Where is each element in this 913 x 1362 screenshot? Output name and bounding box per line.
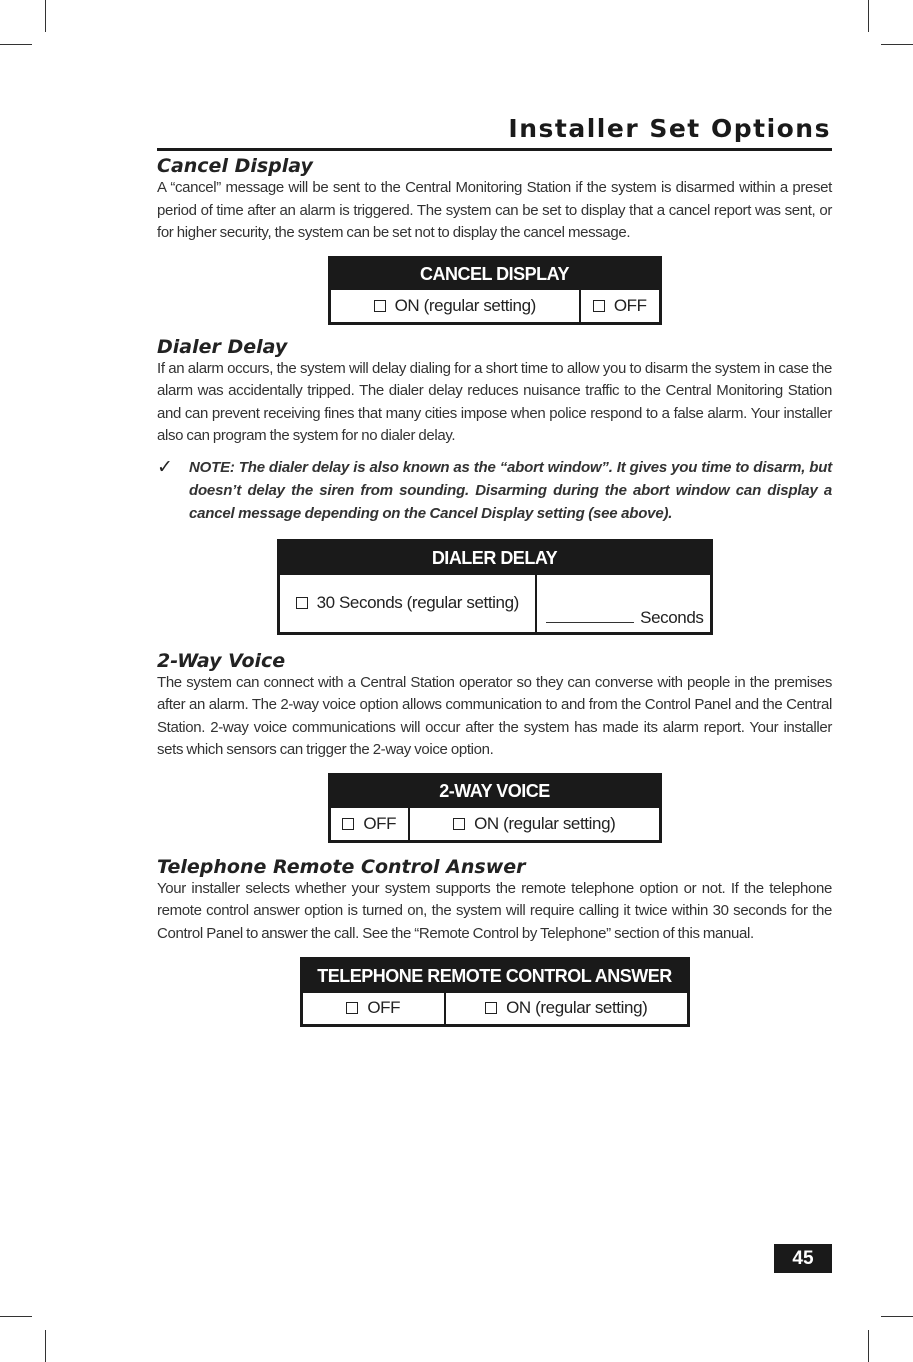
checkbox-icon[interactable] <box>296 597 308 609</box>
dialer-delay-section <box>157 336 832 635</box>
option-cell[interactable] <box>580 290 660 323</box>
telephone-remote-section <box>157 856 832 1028</box>
option-cell[interactable] <box>409 808 660 841</box>
page-header-title: Installer Set Options <box>508 114 831 143</box>
checkbox-icon[interactable] <box>342 818 354 830</box>
section-body: Your installer selects whether your system supports the remote telephone option or not. If the telephone remote control answer option is turned on, the system will require calling it twice within 30 seconds for the Control Panel to answer the call. See the “Remote Control by Telephone” section of this manual. <box>157 879 832 942</box>
page-content <box>157 153 832 1027</box>
note-text <box>189 456 832 525</box>
table-header: CANCEL DISPLAY <box>329 257 660 290</box>
section-body: The system can connect with a Central Station operator so they can converse with people in the premises after an alarm. The 2-way voice option allows communication to and from the Control Panel and the Central Station. 2-way voice communications will occur after the system has made its alarm report. Your installer sets which sensors can trigger the 2-way voice option. <box>157 673 832 758</box>
note <box>157 456 832 525</box>
section-body: If an alarm occurs, the system will delay dialing for a short time to allow you to disarm the system in case the alarm was accidentally tripped. The dialer delay reduces nuisance traffic to the Central Monitoring Station and can prevent receiving fines that many cities impose when police respond to a false alarm. Your installer also can program the system for no dialer delay. <box>157 359 832 444</box>
checkbox-icon[interactable] <box>593 300 605 312</box>
option-label: OFF <box>367 998 401 1018</box>
section-title: Dialer Delay <box>157 335 288 358</box>
crop-mark <box>45 0 46 32</box>
checkbox-icon[interactable] <box>346 1002 358 1014</box>
table-header: DIALER DELAY <box>278 540 711 575</box>
crop-mark <box>881 44 913 45</box>
section-title: 2-Way Voice <box>157 649 286 672</box>
crop-mark <box>868 0 869 32</box>
option-label: 30 Seconds (regular setting) <box>316 593 519 613</box>
option-label: OFF <box>613 295 647 315</box>
two-way-voice-section <box>157 650 832 843</box>
table-header: TELEPHONE REMOTE CONTROL ANSWER <box>301 959 688 993</box>
blank-line[interactable] <box>546 622 634 623</box>
option-cell[interactable] <box>301 993 445 1026</box>
section-title: Telephone Remote Control Answer <box>157 855 526 878</box>
crop-mark <box>868 1330 869 1362</box>
crop-mark <box>0 1316 32 1317</box>
option-cell[interactable] <box>329 808 409 841</box>
header-rule <box>157 148 832 151</box>
option-cell[interactable] <box>278 575 536 633</box>
note-body: The dialer delay is also known as the “abort window”. It gives you time to disarm, but doesn’t delay the siren from sounding. Disarming during the abort window can display a cancel message depending on the Cancel Display setting (see above). <box>189 458 832 522</box>
checkbox-icon[interactable] <box>374 300 386 312</box>
option-label: ON (regular setting) <box>474 813 616 833</box>
option-label: ON (regular setting) <box>394 295 536 315</box>
dialer-delay-table <box>277 539 713 635</box>
option-cell[interactable] <box>329 290 580 323</box>
crop-mark <box>881 1316 913 1317</box>
page-number: 45 <box>774 1244 832 1273</box>
custom-seconds-cell[interactable] <box>536 575 711 633</box>
section-body: A “cancel” message will be sent to the Central Monitoring Station if the system is disarmed within a preset period of time after an alarm is triggered. The system can be set to display that a cancel report was sent, or for higher security, the system can be set not to display the cancel message. <box>157 179 832 241</box>
crop-mark <box>0 44 32 45</box>
crop-mark <box>45 1330 46 1362</box>
cancel-display-section <box>157 155 832 325</box>
telephone-remote-table <box>300 957 690 1027</box>
note-label: NOTE: <box>189 458 235 476</box>
section-title: Cancel Display <box>157 155 313 177</box>
seconds-label: Seconds <box>640 607 704 627</box>
option-cell[interactable] <box>445 993 688 1026</box>
cancel-display-table <box>328 256 662 325</box>
option-label: ON (regular setting) <box>506 998 648 1018</box>
checkmark-icon: ✓ <box>157 455 173 478</box>
checkbox-icon[interactable] <box>453 818 465 830</box>
checkbox-icon[interactable] <box>485 1002 497 1014</box>
option-label: OFF <box>363 813 397 833</box>
two-way-voice-table <box>328 773 662 843</box>
table-header: 2-WAY VOICE <box>329 774 660 808</box>
